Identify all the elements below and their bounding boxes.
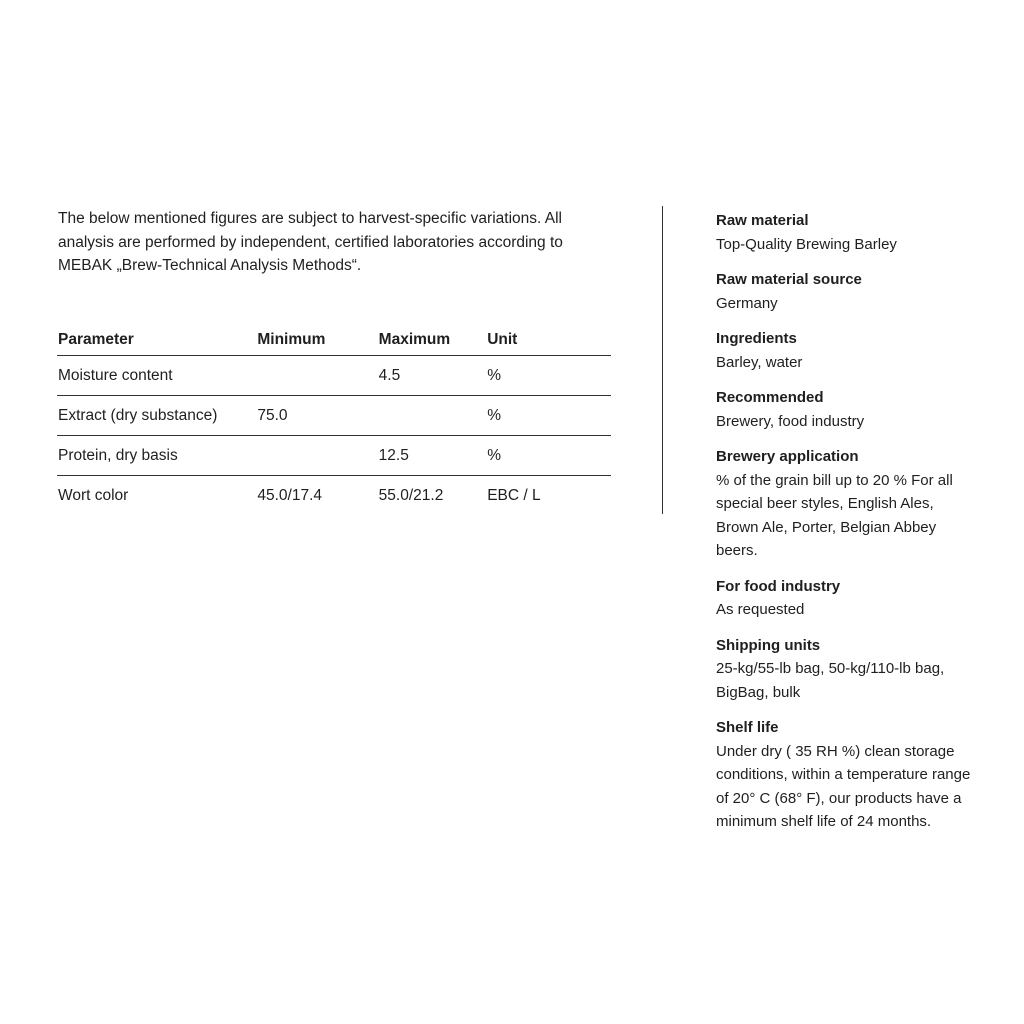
table-row xyxy=(57,476,611,516)
product-info-column xyxy=(716,209,976,846)
info-title: Ingredients xyxy=(716,330,797,347)
info-title: Brewery application xyxy=(716,448,859,465)
info-food-industry xyxy=(716,575,976,622)
cell-unit: % xyxy=(486,436,611,476)
table-row xyxy=(57,356,611,396)
column-divider xyxy=(662,206,663,514)
cell-unit: % xyxy=(486,396,611,436)
cell-unit: EBC / L xyxy=(487,486,541,504)
header-maximum: Maximum xyxy=(378,325,487,356)
info-text: Under dry ( 35 RH %) clean storage conditions, within a temperature range of 20° C (68° F), our products have a minimum shelf life of 24 months. xyxy=(716,742,971,830)
info-shipping-units xyxy=(716,634,976,705)
info-brewery-application xyxy=(716,445,976,563)
header-unit: Unit xyxy=(486,325,611,356)
cell-parameter: Moisture content xyxy=(57,356,256,396)
cell-maximum: 4.5 xyxy=(378,356,487,396)
info-title: Shipping units xyxy=(716,636,821,654)
header-minimum: Minimum xyxy=(256,325,377,356)
info-text: As requested xyxy=(716,601,805,618)
table-header-row xyxy=(57,325,611,356)
table-row xyxy=(57,436,611,476)
cell-minimum: 45.0/17.4 xyxy=(257,486,323,504)
intro-paragraph: The below mentioned figures are subject to harvest-specific variations. All analysis are performed by independent, certified laboratories according to MEBAK „Brew-Technical Analysis Methods“. xyxy=(58,210,563,274)
cell-unit: % xyxy=(486,356,611,396)
cell-parameter: Protein, dry basis xyxy=(57,436,256,476)
info-text: 25-kg/55-lb bag, 50-kg/110-lb bag, BigBag, bulk xyxy=(716,660,945,701)
info-text: Top-Quality Brewing Barley xyxy=(716,235,897,253)
cell-minimum xyxy=(256,356,377,396)
specification-table xyxy=(57,325,611,515)
info-raw-material-source xyxy=(716,268,976,315)
info-title: Raw material xyxy=(716,212,809,229)
info-text: % of the grain bill up to 20 % For all special beer styles, English Ales, Brown Ale, Porter, Belgian Abbey beers. xyxy=(716,471,953,559)
info-ingredients xyxy=(716,327,976,374)
info-shelf-life xyxy=(716,716,976,834)
info-text: Germany xyxy=(716,294,778,312)
info-recommended xyxy=(716,386,976,433)
cell-parameter: Wort color xyxy=(58,486,129,504)
table-row xyxy=(57,396,611,436)
cell-parameter: Extract (dry substance) xyxy=(57,396,256,436)
cell-minimum xyxy=(256,436,377,476)
header-parameter: Parameter xyxy=(57,325,256,356)
info-raw-material xyxy=(716,209,976,256)
info-text: Barley, water xyxy=(716,353,803,371)
cell-maximum: 12.5 xyxy=(378,436,487,476)
cell-minimum: 75.0 xyxy=(256,396,377,436)
info-text: Brewery, food industry xyxy=(716,412,865,430)
cell-maximum: 55.0/21.2 xyxy=(378,486,444,504)
cell-maximum xyxy=(378,396,487,436)
info-title: Raw material source xyxy=(716,271,862,288)
info-title: Recommended xyxy=(716,389,824,406)
info-title: For food industry xyxy=(716,577,841,595)
info-title: Shelf life xyxy=(716,719,779,736)
